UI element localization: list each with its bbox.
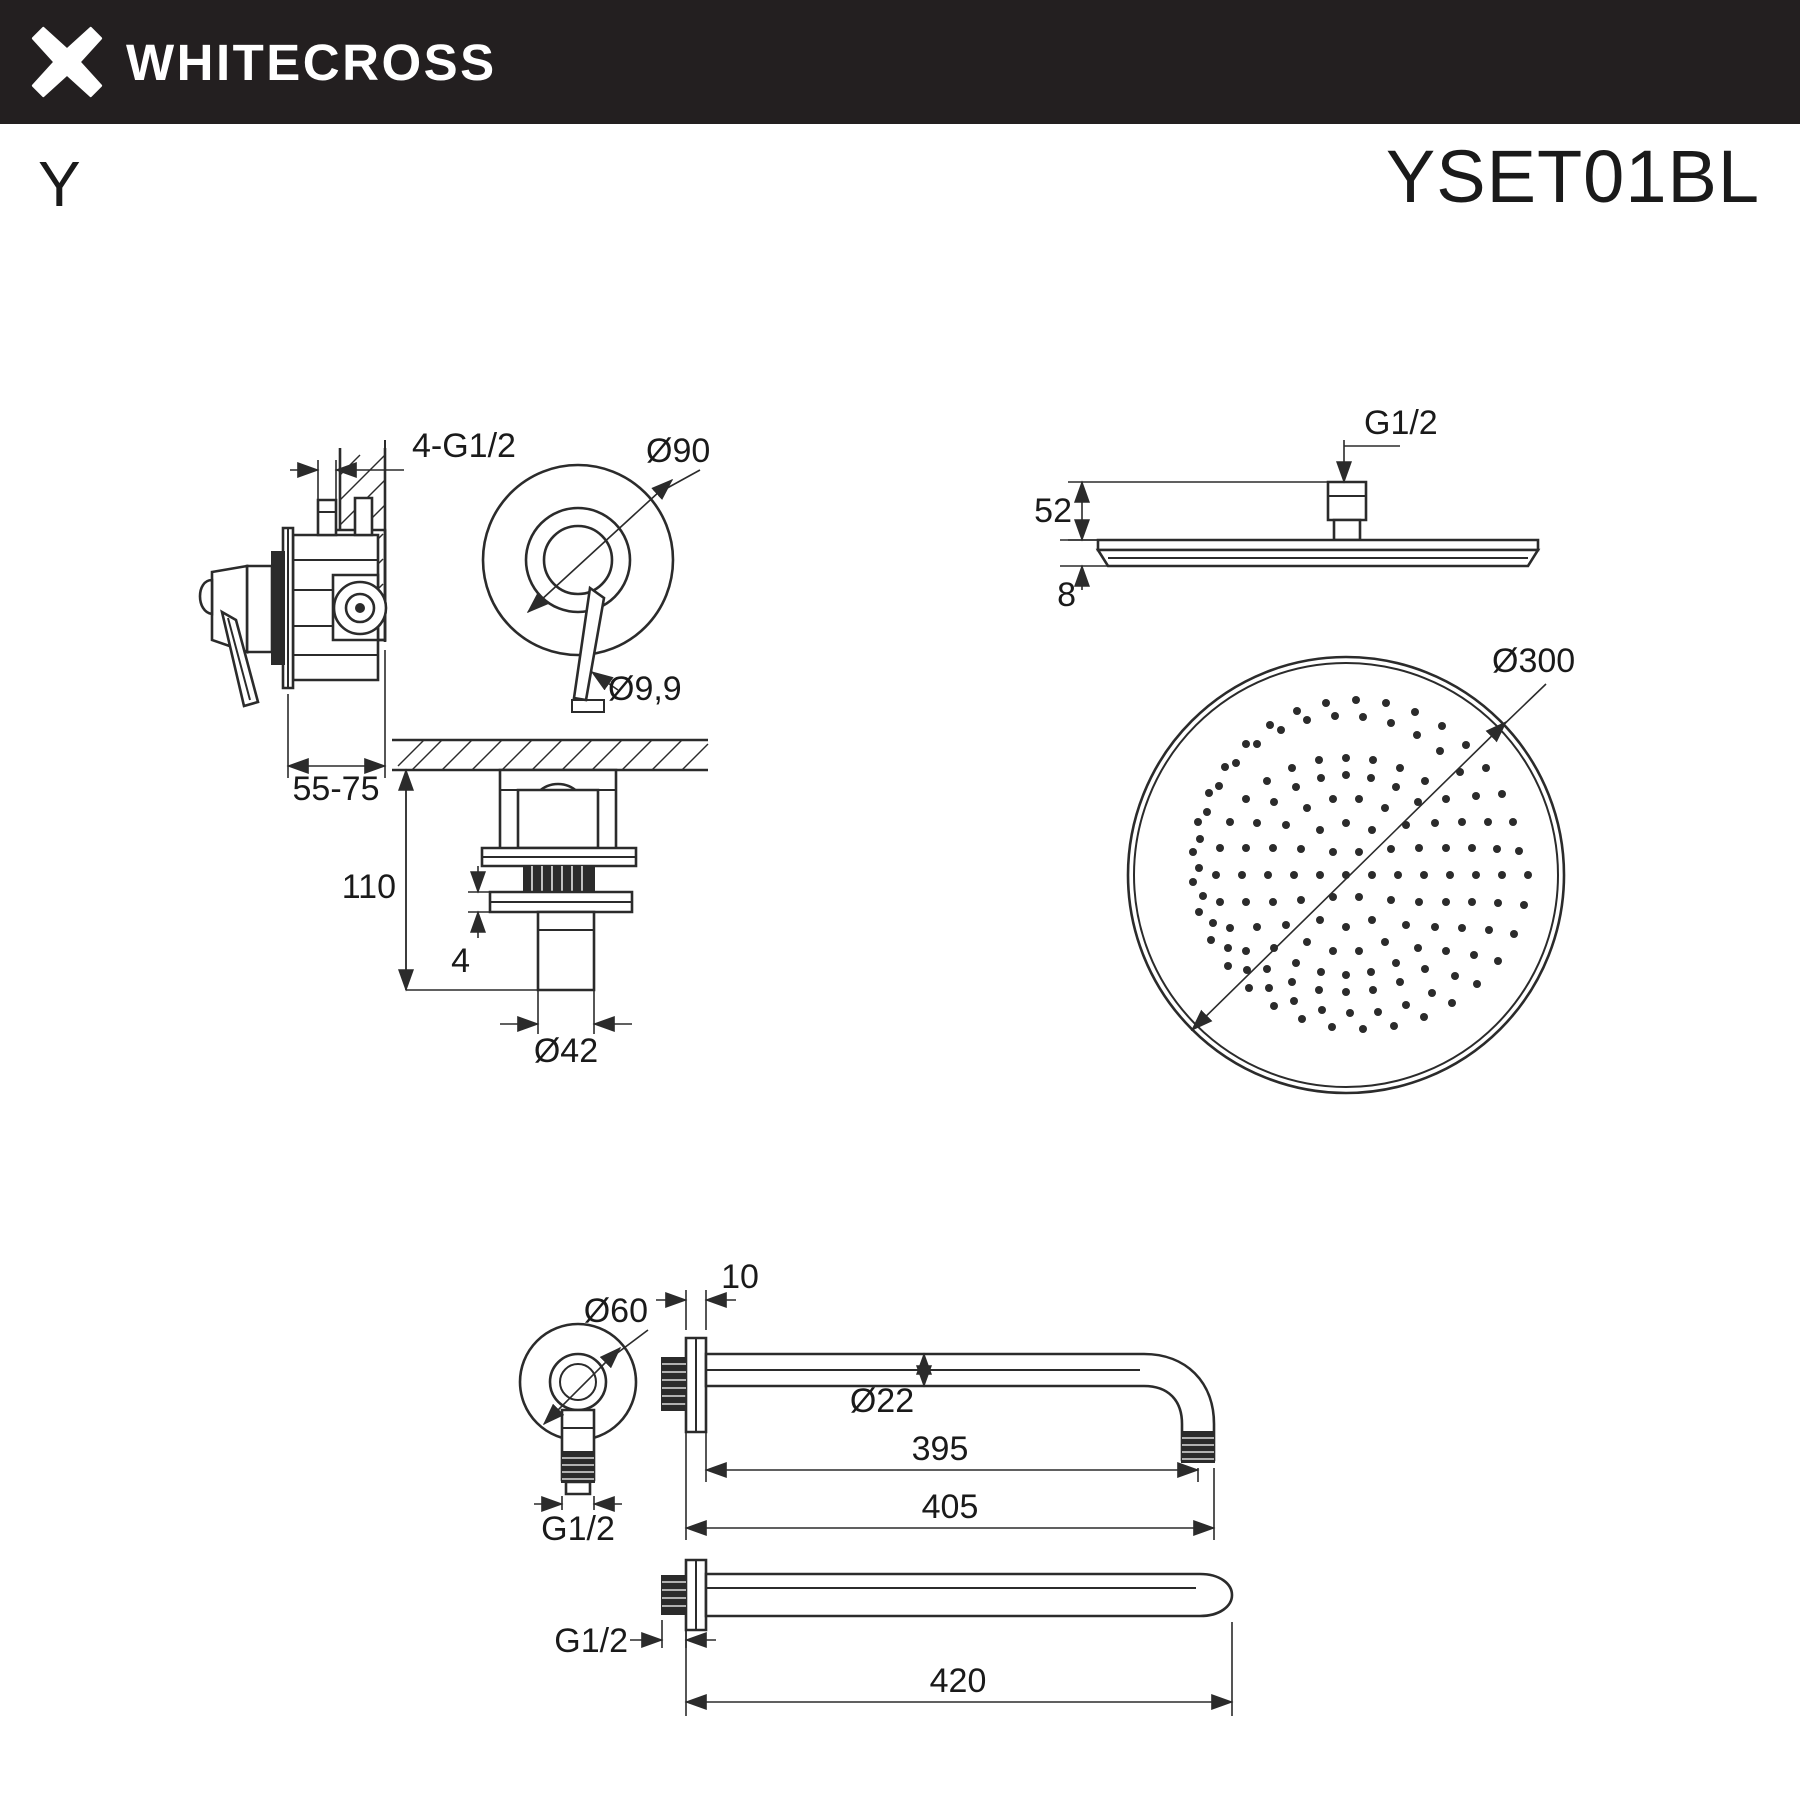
mixer-side-view — [200, 427, 516, 808]
mixer-front-view — [483, 432, 710, 712]
series-letter: Y — [38, 148, 81, 220]
dim-8 — [1057, 516, 1108, 614]
dim-label-8: 8 — [1057, 576, 1076, 614]
dim-label-arm-thread-top: G1/2 — [541, 1510, 615, 1548]
dim-label-head-g12: G1/2 — [1364, 404, 1438, 442]
dim-dia-42 — [500, 990, 632, 1070]
dim-label-arm-thread-bottom: G1/2 — [554, 1622, 628, 1660]
shower-head-face-view — [1128, 642, 1575, 1093]
arm-outlet-thread — [1182, 1432, 1214, 1462]
dim-head-g12 — [1344, 404, 1438, 482]
dim-label-4-g12: 4-G1/2 — [412, 427, 516, 465]
dim-10 — [656, 1258, 759, 1330]
shower-head-side-view — [1034, 404, 1538, 614]
dim-label-dia-22: Ø22 — [849, 1382, 915, 1420]
dim-label-420: 420 — [929, 1662, 987, 1700]
dim-label-52: 52 — [1034, 492, 1072, 530]
dim-label-dia-60: Ø60 — [583, 1292, 648, 1330]
dim-dia-99 — [592, 670, 682, 708]
dim-label-dia-99: Ø9,9 — [608, 670, 682, 708]
dim-label-10: 10 — [721, 1258, 759, 1296]
dim-52 — [1034, 482, 1340, 540]
dim-label-dia-42: Ø42 — [533, 1032, 599, 1070]
shower-arm-view — [520, 1258, 1232, 1716]
mixer-bottom-view — [342, 740, 708, 1070]
dim-4 — [451, 866, 490, 980]
dim-label-dia-300: Ø300 — [1492, 642, 1576, 680]
dim-label-4: 4 — [451, 942, 470, 980]
dim-label-395: 395 — [911, 1430, 969, 1468]
arm-bottom-thread — [562, 1452, 594, 1482]
model-code: YSET01BL — [1385, 135, 1760, 218]
dim-420 — [686, 1622, 1232, 1716]
brand-name: WHITECROSS — [126, 33, 497, 91]
mixer-bottom-ribbed-ring — [524, 866, 594, 892]
dim-label-55-75: 55-75 — [292, 770, 380, 808]
dim-395 — [706, 1392, 1198, 1482]
dim-label-110: 110 — [341, 868, 396, 906]
arm-wall-thread — [662, 1358, 686, 1410]
dim-4-g12 — [290, 427, 516, 500]
dim-label-405: 405 — [921, 1488, 979, 1526]
arm2-wall-thread — [662, 1576, 686, 1614]
dim-label-dia-90: Ø90 — [646, 432, 711, 470]
mixer-ribbed-ring — [272, 552, 284, 664]
